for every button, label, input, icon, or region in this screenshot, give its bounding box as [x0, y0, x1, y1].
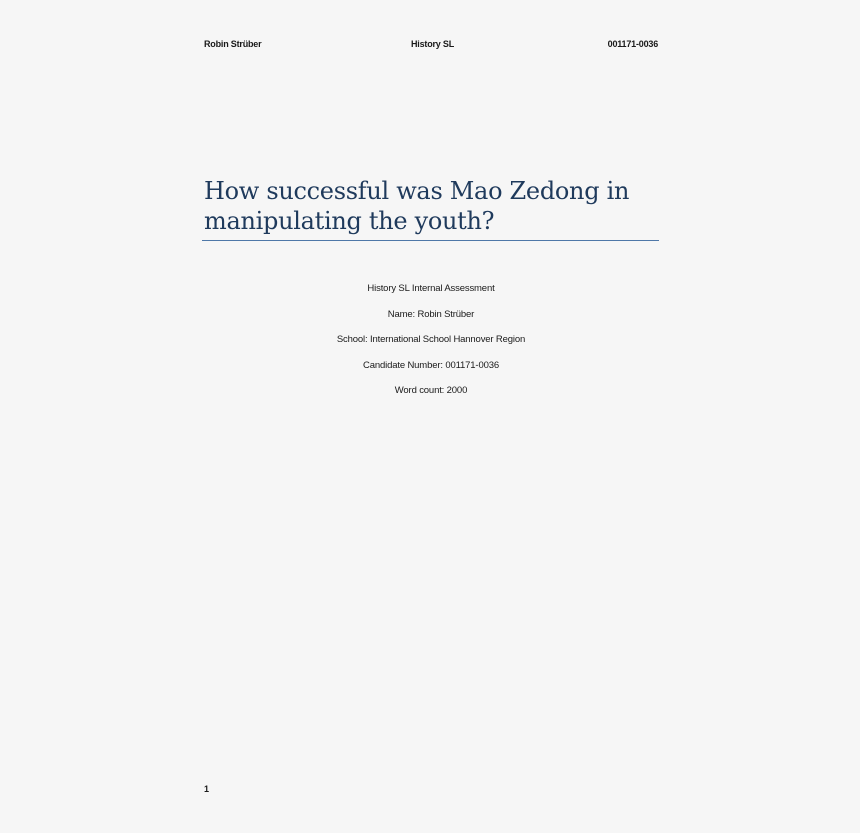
name-line: Name: Robin Strüber — [387, 308, 475, 320]
word-count-line: Word count: 2000 — [394, 385, 468, 396]
assessment-line: History SL Internal Assessment — [367, 283, 495, 294]
header-candidate-code: 001171-0036 — [607, 39, 658, 49]
candidate-number-line: Candidate Number: 001171-0036 — [363, 359, 499, 371]
title-line-2: manipulating the youth? — [204, 207, 495, 235]
title-line-1: How successful was Mao Zedong in — [204, 177, 630, 205]
header-author: Robin Strüber — [204, 39, 262, 49]
page-number: 1 — [204, 784, 210, 794]
header-subject: History SL — [411, 39, 455, 49]
school-line: School: International School Hannover Region — [336, 334, 526, 345]
cover-info — [204, 282, 658, 410]
document-title — [204, 176, 658, 236]
title-underline — [202, 240, 659, 241]
page-header — [204, 39, 658, 53]
